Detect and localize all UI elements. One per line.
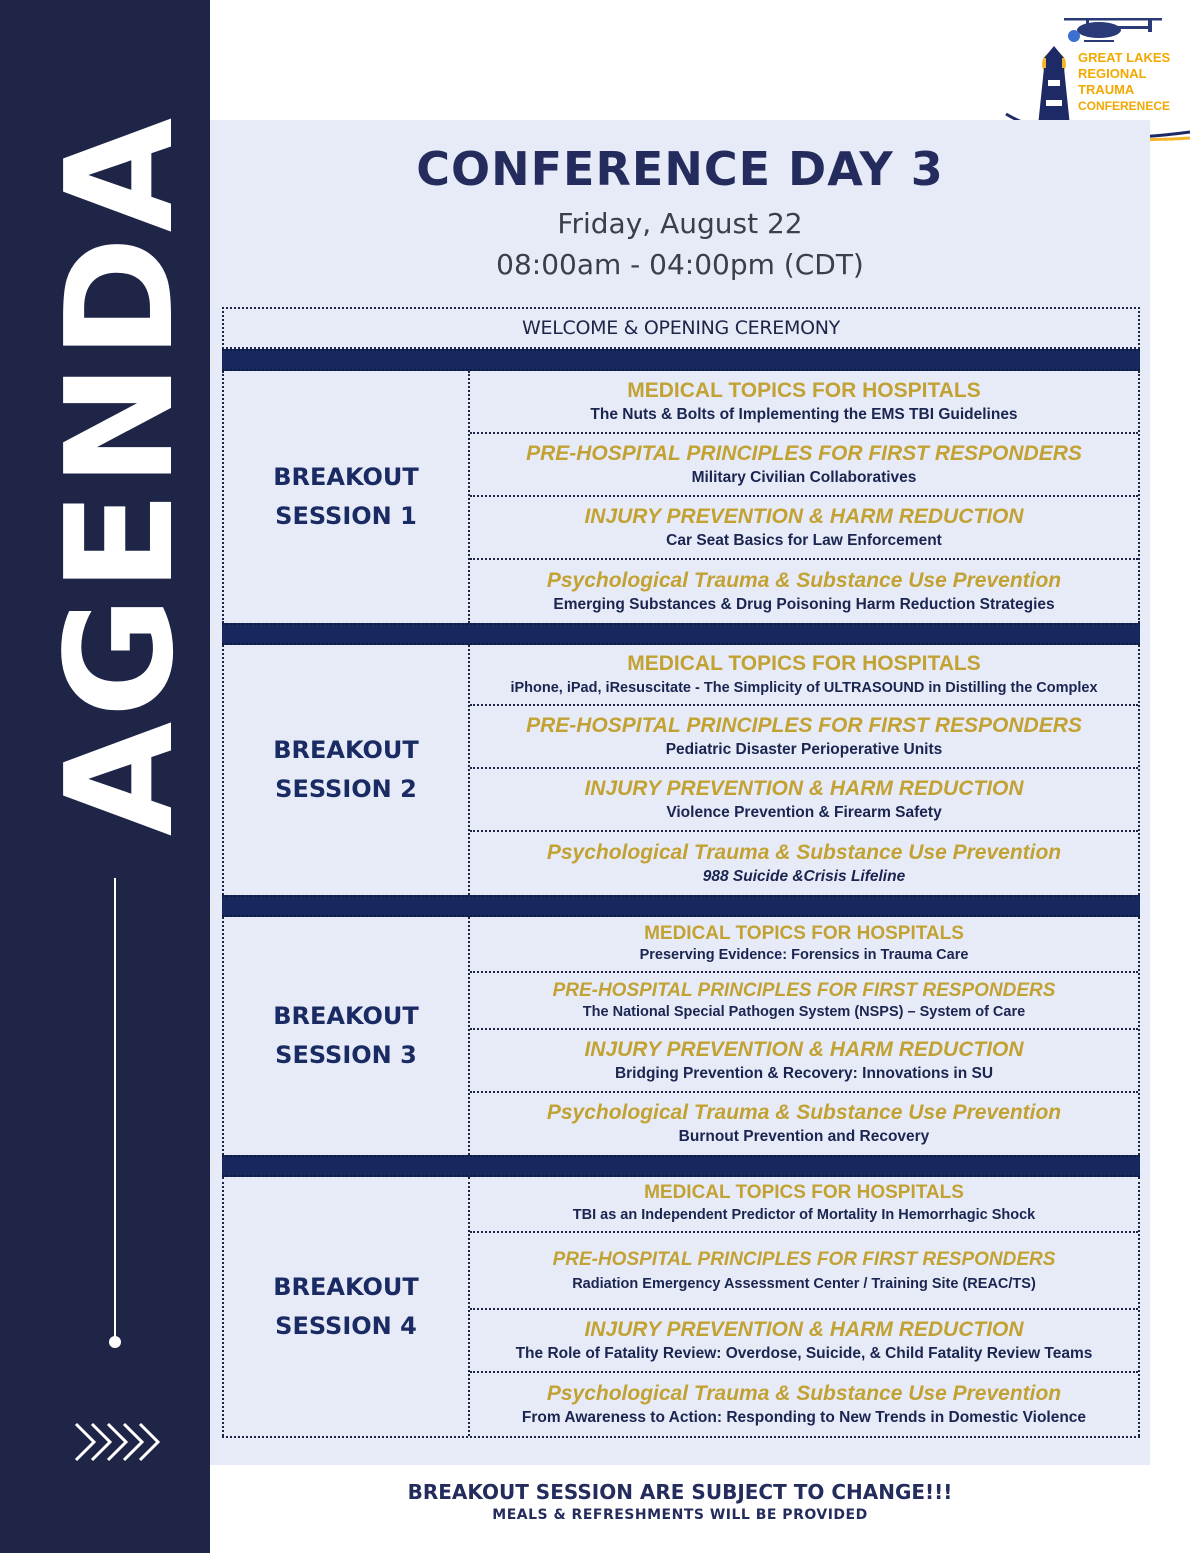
track-heading: INJURY PREVENTION & HARM REDUCTION (584, 1317, 1024, 1341)
track-row (470, 1233, 1138, 1310)
welcome-row: WELCOME & OPENING CEREMONY (222, 307, 1140, 349)
session-tracks (470, 1177, 1138, 1436)
track-heading: MEDICAL TOPICS FOR HOSPITALS (644, 1182, 964, 1203)
track-row (470, 1310, 1138, 1373)
track-heading: Psychological Trauma & Substance Use Prevention (546, 568, 1062, 592)
sidebar (0, 0, 210, 1553)
track-row (470, 1093, 1138, 1155)
track-talk: TBI as an Independent Predictor of Mortality In Hemorrhagic Shock (572, 1207, 1036, 1223)
track-heading: PRE-HOSPITAL PRINCIPLES FOR FIRST RESPONDERS (526, 441, 1082, 465)
session-label (224, 917, 470, 1155)
session-label-line1: BREAKOUT (273, 736, 419, 764)
track-row (470, 832, 1138, 895)
track-talk: Violence Prevention & Firearm Safety (666, 803, 942, 821)
track-heading: INJURY PREVENTION & HARM REDUCTION (584, 1037, 1024, 1061)
track-talk: Burnout Prevention and Recovery (678, 1128, 930, 1145)
session-tracks (470, 645, 1138, 895)
session-tracks (470, 917, 1138, 1155)
lighthouse-icon (1038, 46, 1070, 126)
track-talk: Car Seat Basics for Law Enforcement (666, 531, 942, 549)
track-talk: Pediatric Disaster Perioperative Units (665, 740, 943, 758)
logo-line-1: GREAT LAKES (1078, 50, 1171, 65)
table-bottom-border (222, 1436, 1140, 1438)
track-heading: Psychological Trauma & Substance Use Prevention (546, 1381, 1062, 1405)
page-title: CONFERENCE DAY 3 (416, 142, 944, 196)
session-label-line2: SESSION 4 (275, 1311, 417, 1340)
track-row (470, 769, 1138, 832)
track-talk: From Awareness to Action: Responding to New Trends in Domestic Violence (521, 1408, 1087, 1426)
agenda-heading-text: AGENDA (34, 113, 206, 837)
session-label-line2: SESSION 1 (275, 502, 417, 530)
track-heading: MEDICAL TOPICS FOR HOSPITALS (627, 378, 981, 402)
breakout-session-4 (222, 1177, 1140, 1436)
track-talk: Bridging Prevention & Recovery: Innovations in SU (614, 1064, 994, 1082)
track-heading: PRE-HOSPITAL PRINCIPLES FOR FIRST RESPONDERS (552, 1248, 1056, 1270)
track-heading: INJURY PREVENTION & HARM REDUCTION (584, 504, 1024, 528)
session-label (224, 371, 470, 623)
track-talk: The National Special Pathogen System (NSPS) – System of Care (582, 1003, 1026, 1020)
track-talk: The Nuts & Bolts of Implementing the EMS TBI Guidelines (590, 405, 1018, 423)
track-row (470, 973, 1138, 1030)
track-talk: Military Civilian Collaboratives (691, 468, 917, 486)
meals-notice: MEALS & REFRESHMENTS WILL BE PROVIDED (492, 1507, 868, 1523)
track-heading: PRE-HOSPITAL PRINCIPLES FOR FIRST RESPONDERS (552, 979, 1056, 1001)
chevrons-right-icon (72, 1418, 162, 1466)
track-talk: 988 Suicide &Crisis Lifeline (702, 867, 906, 885)
session-tracks (470, 371, 1138, 623)
track-row (470, 706, 1138, 769)
track-heading: Psychological Trauma & Substance Use Prevention (546, 1101, 1062, 1124)
track-row (470, 1373, 1138, 1436)
breakout-session-2 (222, 645, 1140, 895)
event-date: Friday, August 22 (557, 207, 803, 240)
track-talk: iPhone, iPad, iResuscitate - The Simplicity of ULTRASOUND in Distilling the Complex (510, 679, 1098, 696)
track-row (470, 434, 1138, 497)
session-label (224, 645, 470, 895)
track-row (470, 371, 1138, 434)
sidebar-dot (109, 1336, 121, 1348)
sidebar-line (114, 878, 116, 1338)
session-label-line2: SESSION 2 (275, 775, 417, 803)
session-label-line1: BREAKOUT (273, 1272, 419, 1301)
session-label (224, 1177, 470, 1436)
track-talk: Preserving Evidence: Forensics in Trauma Care (639, 947, 969, 963)
event-time: 08:00am - 04:00pm (CDT) (496, 248, 864, 281)
logo-line-3: TRAUMA (1078, 82, 1135, 97)
agenda-table (222, 307, 1140, 1438)
track-row (470, 1030, 1138, 1093)
section-divider (222, 349, 1140, 371)
track-heading: Psychological Trauma & Substance Use Prevention (546, 840, 1062, 864)
track-row (470, 645, 1138, 706)
track-row (470, 1177, 1138, 1233)
track-row (470, 917, 1138, 973)
track-row (470, 497, 1138, 560)
track-talk: The Role of Fatality Review: Overdose, Suicide, & Child Fatality Review Teams (515, 1344, 1093, 1362)
breakout-session-1 (222, 371, 1140, 623)
change-notice: BREAKOUT SESSION ARE SUBJECT TO CHANGE!!! (407, 1480, 953, 1504)
logo-line-4: CONFERENECE (1078, 99, 1171, 113)
track-heading: MEDICAL TOPICS FOR HOSPITALS (627, 651, 981, 675)
track-heading: INJURY PREVENTION & HARM REDUCTION (584, 776, 1024, 800)
track-talk: Emerging Substances & Drug Poisoning Harm Reduction Strategies (553, 595, 1055, 613)
section-divider (222, 895, 1140, 917)
track-talk: Radiation Emergency Assessment Center / Training Site (REAC/TS) (572, 1275, 1036, 1292)
session-label-line1: BREAKOUT (273, 463, 419, 491)
session-label-line2: SESSION 3 (275, 1041, 417, 1069)
track-heading: MEDICAL TOPICS FOR HOSPITALS (644, 923, 964, 944)
track-row (470, 560, 1138, 623)
session-label-line1: BREAKOUT (273, 1002, 419, 1030)
section-divider (222, 623, 1140, 645)
section-divider (222, 1155, 1140, 1177)
track-heading: PRE-HOSPITAL PRINCIPLES FOR FIRST RESPONDERS (526, 713, 1082, 737)
breakout-session-3 (222, 917, 1140, 1155)
logo-line-2: REGIONAL (1078, 66, 1147, 81)
